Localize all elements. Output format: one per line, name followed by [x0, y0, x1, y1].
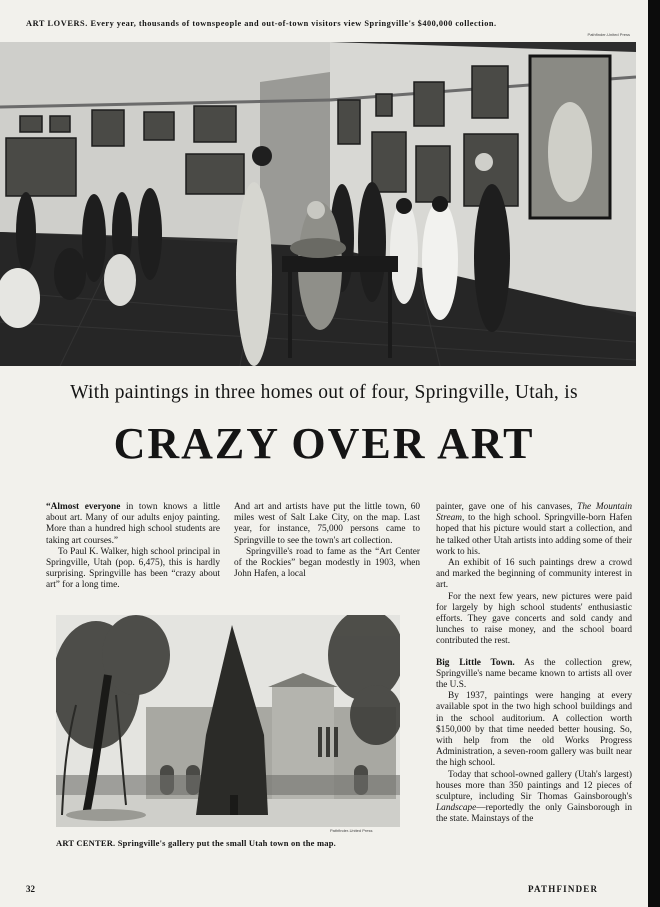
page-edge-border [648, 0, 660, 907]
paragraph-text: to the high school. Springville-born Hafen hoped that his picture would start a collection, and he talked other Utah artists into adding some of their work to his. [436, 513, 632, 557]
paragraph [436, 770, 632, 826]
top-caption-lead: ART LOVERS. [26, 19, 88, 28]
paragraph-text: in town knows a little about art. Many of our adults enjoy painting. More than a hundred high school students are taking art courses.” [46, 502, 220, 546]
article-column-3 [436, 502, 632, 826]
bottom-caption-text: Springville's gallery put the small Utah town on the map. [117, 838, 336, 848]
paragraph-text: Today that school-owned gallery (Utah's largest) houses more than 350 paintings and 12 pieces of sculpture, including Sir Thomas Gainsborough's [436, 769, 632, 803]
paragraph: An exhibit of 16 such paintings drew a crowd and marked the beginning of community interest in art. [436, 558, 632, 591]
bottom-photo-credit: Pathfinder-United Press [330, 828, 373, 833]
paragraph-text: —reportedly the only Gainsborough in the state. Mainstays of the [436, 803, 632, 825]
magazine-name: PATHFINDER [528, 884, 599, 894]
paragraph: Springville's road to fame as the “Art Center of the Rockies” began modestly in 1903, when John Hafen, a local [234, 546, 420, 580]
paragraph: To Paul K. Walker, high school principal in Springville, Utah (pop. 6,475), this is hardly surprising. Springville has been “crazy about art” for a long time. [46, 546, 220, 591]
paragraph: For the next few years, new pictures were paid for largely by high school students' enthusiastic efforts. They gave concerts and sold candy and lunches to raise money, and the school board contributed the rest. [436, 591, 632, 647]
paragraph: And art and artists have put the little town, 60 miles west of Salt Lake City, on the map. Last year, for instance, 75,000 persons came to Springville to see the town's art collection. [234, 502, 420, 546]
article-column-2 [234, 502, 420, 580]
gallery-exterior-photo [56, 615, 400, 827]
paragraph [46, 502, 220, 547]
bottom-caption-lead: ART CENTER. [56, 838, 116, 848]
top-caption-text: Every year, thousands of townspeople and out-of-town visitors view Springville's $400,000 collection. [90, 19, 497, 28]
paragraph-text: painter, gave one of his canvases, [436, 502, 578, 512]
gallery-interior-illustration [0, 42, 636, 366]
paragraph [436, 502, 632, 558]
top-photo-caption [26, 18, 636, 30]
article-subheadline: With paintings in three homes out of four, Springville, Utah, is [70, 382, 578, 403]
article-headline: CRAZY OVER ART [113, 419, 535, 468]
gallery-interior-photo [0, 42, 636, 366]
painting-title: Landscape [436, 803, 477, 814]
paragraph-lead: “Almost everyone [46, 502, 121, 512]
top-photo-credit: Pathfinder-United Press [587, 32, 630, 37]
paragraph-text: As the collection grew, Springville's name became known to artists all over the U.S. [436, 657, 633, 691]
paragraph: By 1937, paintings were hanging at every available spot in the two high school buildings and in the school auditorium. A collection worth $150,000 by that time needed better housing. So, with help from the old Works Progress Administration, a seven-room gallery was built near the high school. [436, 691, 632, 769]
bottom-photo-caption [56, 838, 406, 848]
section-paragraph [436, 658, 632, 692]
section-heading: Big Little Town. [436, 657, 515, 668]
gallery-exterior-illustration [56, 615, 400, 827]
painting-title: The Mountain Stream, [436, 502, 632, 524]
page-number: 32 [26, 884, 35, 894]
article-column-1 [46, 502, 220, 592]
